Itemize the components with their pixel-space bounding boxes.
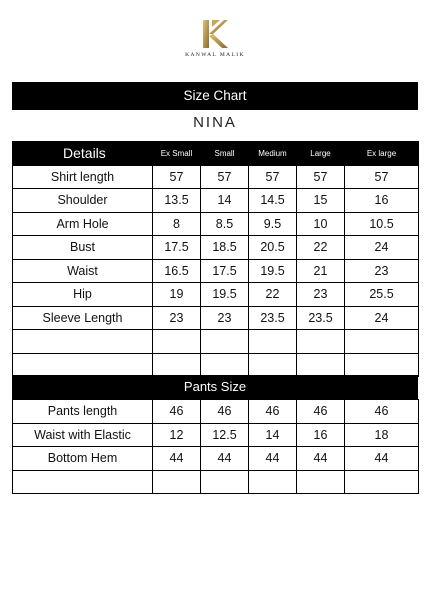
measurement-value: 25.5 (345, 283, 419, 307)
measurement-value (297, 330, 345, 354)
measurement-value: 23 (297, 283, 345, 307)
measurement-value: 19 (153, 283, 201, 307)
measurement-label (13, 470, 153, 494)
header-small: Small (201, 142, 249, 166)
header-ex-large: Ex large (345, 142, 419, 166)
measurement-value: 44 (297, 447, 345, 471)
measurement-value: 23 (153, 306, 201, 330)
product-name: NINA (193, 114, 237, 131)
measurement-value: 14 (249, 423, 297, 447)
measurement-value: 44 (249, 447, 297, 471)
measurement-value: 8.5 (201, 212, 249, 236)
table-row (13, 353, 419, 377)
measurement-value (249, 353, 297, 377)
measurement-value: 24 (345, 306, 419, 330)
measurement-value (153, 330, 201, 354)
measurement-value: 18 (345, 423, 419, 447)
table-row (13, 330, 419, 354)
measurement-value: 16 (297, 423, 345, 447)
measurement-value: 57 (153, 165, 201, 189)
pants-size-table (12, 399, 419, 494)
measurement-value: 20.5 (249, 236, 297, 260)
measurement-value (153, 353, 201, 377)
measurement-value: 18.5 (201, 236, 249, 260)
measurement-value: 46 (345, 400, 419, 424)
table-header-row (13, 142, 419, 166)
measurement-value: 10.5 (345, 212, 419, 236)
measurement-value: 12.5 (201, 423, 249, 447)
measurement-value: 44 (345, 447, 419, 471)
measurement-value (249, 470, 297, 494)
measurement-value: 22 (249, 283, 297, 307)
measurement-value: 16.5 (153, 259, 201, 283)
measurement-label: Hip (13, 283, 153, 307)
brand-name: KANWAL MALIK (185, 52, 245, 58)
measurement-value: 46 (153, 400, 201, 424)
table-row (13, 236, 419, 260)
measurement-value: 23 (201, 306, 249, 330)
measurement-value: 17.5 (201, 259, 249, 283)
table-row (13, 447, 419, 471)
measurement-label: Waist (13, 259, 153, 283)
table-row (13, 423, 419, 447)
measurement-value: 9.5 (249, 212, 297, 236)
measurement-value: 57 (249, 165, 297, 189)
measurement-value (297, 353, 345, 377)
measurement-value: 44 (201, 447, 249, 471)
measurement-value (153, 470, 201, 494)
size-chart-body (13, 165, 419, 377)
measurement-value: 22 (297, 236, 345, 260)
measurement-value: 10 (297, 212, 345, 236)
size-chart-title-bar: Size Chart (12, 82, 418, 110)
table-row (13, 259, 419, 283)
measurement-value: 23 (345, 259, 419, 283)
measurement-label (13, 353, 153, 377)
table-row (13, 189, 419, 213)
measurement-value (201, 470, 249, 494)
measurement-value: 19.5 (249, 259, 297, 283)
measurement-value: 57 (345, 165, 419, 189)
measurement-label: Shirt length (13, 165, 153, 189)
measurement-value: 14 (201, 189, 249, 213)
measurement-value: 16 (345, 189, 419, 213)
measurement-value: 57 (201, 165, 249, 189)
measurement-value: 46 (249, 400, 297, 424)
measurement-value: 13.5 (153, 189, 201, 213)
measurement-value: 23.5 (297, 306, 345, 330)
header-ex-small: Ex Small (153, 142, 201, 166)
measurement-value: 46 (201, 400, 249, 424)
measurement-value: 24 (345, 236, 419, 260)
measurement-value (345, 470, 419, 494)
measurement-value (201, 330, 249, 354)
table-row (13, 400, 419, 424)
measurement-value (201, 353, 249, 377)
measurement-label (13, 330, 153, 354)
measurement-value: 8 (153, 212, 201, 236)
pants-size-body (13, 400, 419, 494)
header-medium: Medium (249, 142, 297, 166)
measurement-value: 15 (297, 189, 345, 213)
header-details: Details (13, 142, 153, 166)
measurement-value: 57 (297, 165, 345, 189)
measurement-label: Bottom Hem (13, 447, 153, 471)
measurement-value: 19.5 (201, 283, 249, 307)
kanwal-malik-monogram-icon (200, 18, 230, 50)
table-row (13, 165, 419, 189)
measurement-value: 21 (297, 259, 345, 283)
measurement-label: Bust (13, 236, 153, 260)
table-row (13, 212, 419, 236)
table-row (13, 470, 419, 494)
measurement-value: 14.5 (249, 189, 297, 213)
size-chart-table (12, 141, 419, 377)
measurement-label: Shoulder (13, 189, 153, 213)
measurement-value: 23.5 (249, 306, 297, 330)
measurement-label: Pants length (13, 400, 153, 424)
measurement-label: Sleeve Length (13, 306, 153, 330)
measurement-value: 12 (153, 423, 201, 447)
pants-size-title-bar: Pants Size (12, 375, 418, 399)
measurement-label: Waist with Elastic (13, 423, 153, 447)
measurement-value (345, 330, 419, 354)
table-row (13, 306, 419, 330)
measurement-value: 17.5 (153, 236, 201, 260)
table-row (13, 283, 419, 307)
header-large: Large (297, 142, 345, 166)
measurement-value (345, 353, 419, 377)
measurement-label: Arm Hole (13, 212, 153, 236)
measurement-value (249, 330, 297, 354)
measurement-value: 46 (297, 400, 345, 424)
measurement-value (297, 470, 345, 494)
measurement-value: 44 (153, 447, 201, 471)
